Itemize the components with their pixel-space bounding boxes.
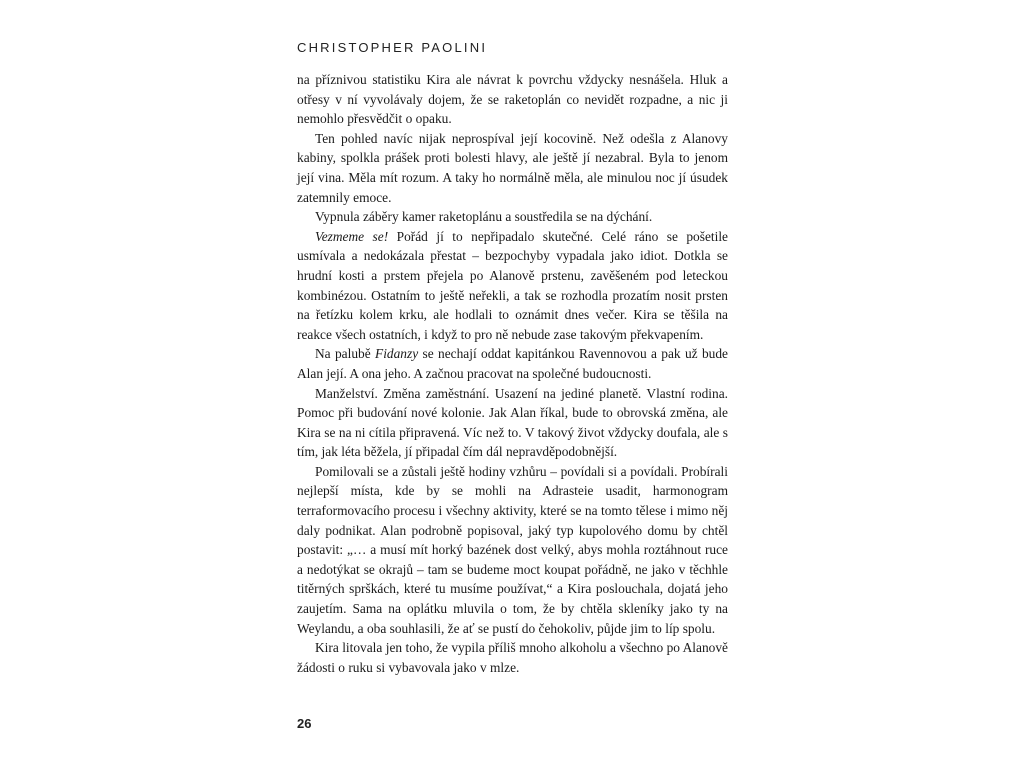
paragraph bbox=[297, 207, 728, 227]
page-number: 26 bbox=[297, 716, 312, 731]
paragraph-text: Kira litovala jen toho, že vypila příliš mnoho alkoholu a všechno po Alanově žádosti o ruku si vybavovala jako v mlze. bbox=[297, 640, 728, 675]
paragraph bbox=[297, 129, 728, 207]
paragraph bbox=[297, 384, 728, 462]
paragraph bbox=[297, 638, 728, 677]
paragraph-text: Pořád jí to nepřipadalo skutečné. Celé ráno se pošetile usmívala a nedokázala přestat – bezpochyby vypadala jako idiot. Dotkla se hrudní kosti a prstem přejela po Alanově prstenu, zavěšeném pod leteckou kombinézou. Ostatním to ještě neřekli, a tak se rozhodla prozatím nosit prsten na řetízku kolem krku, ale hodlali to oznámit dnes večer. Kira se těšila na reakce všech ostatních, i když to pro ně nebude zase takovým překvapením. bbox=[297, 228, 729, 342]
paragraph-text: se nechají oddat kapitánkou Ravennovou a pak už bude Alan její. A ona jeho. A začnou pracovat na společné budoucnosti. bbox=[297, 346, 728, 381]
paragraph-text: Manželství. Změna zaměstnání. Usazení na jediné planetě. Vlastní rodina. Pomoc při budování nové kolonie. Jak Alan říkal, bude to obrovská změna, ale Kira se na ni cítila připravená. Víc než to. V takový život vždycky doufala, ale s tím, jak léta běžela, jí připadal čím dál nepravděpodobnější. bbox=[297, 385, 728, 460]
running-header-author: CHRISTOPHER PAOLINI bbox=[297, 40, 488, 55]
paragraph-text: Na palubě bbox=[315, 346, 376, 362]
italic-text: Fidanzy bbox=[375, 346, 419, 362]
paragraph bbox=[297, 344, 728, 383]
paragraph bbox=[297, 227, 728, 345]
paragraph bbox=[297, 70, 728, 129]
italic-text: Vezmeme se! bbox=[315, 228, 389, 244]
paragraph-text: Ten pohled navíc nijak neprospíval její kocovině. Než odešla z Alanovy kabiny, spolkla prášek proti bolesti hlavy, ale ještě jí nezabral. Byla to jenom její vina. Měla mít rozum. A taky ho normálně měla, ale minulou noc jí úsudek zatemnily emoce. bbox=[297, 130, 728, 205]
paragraph-text: Vypnula záběry kamer raketoplánu a soustředila se na dýchání. bbox=[315, 209, 653, 225]
paragraph-text: na příznivou statistiku Kira ale návrat k povrchu vždycky nesnášela. Hluk a otřesy v ní vyvolávaly dojem, že se raketoplán co nevidět rozpadne, a nic ji nemohlo přesvědčit o opaku. bbox=[297, 72, 728, 127]
paragraph bbox=[297, 462, 728, 638]
body-text bbox=[297, 70, 728, 677]
paragraph-text: Pomilovali se a zůstali ještě hodiny vzhůru – povídali si a povídali. Probírali nejlepší místa, kde by se mohli na Adrasteie usadit, harmonogram terraformovacího procesu i všechny aktivity, které se na tomto tělese i mimo něj daly podnikat. Alan podrobně popisoval, jaký typ kupolového domu by chtěl postavit: „… a musí mít horký bazének dost velký, abys mohla roztáhnout ruce a nedotýkat se okrajů – tam se budeme moct koupat pořádně, ne jako v těchhle titěrných sprškách, které tu musíme používat,“ a Kira poslouchala, dojatá jeho zaujetím. Sama na oplátku mluvila o tom, že by chtěla skleníky jako ty na Weylandu, a oba souhlasili, že ať se pustí do čehokoliv, půjde jim to líp spolu. bbox=[297, 463, 728, 636]
